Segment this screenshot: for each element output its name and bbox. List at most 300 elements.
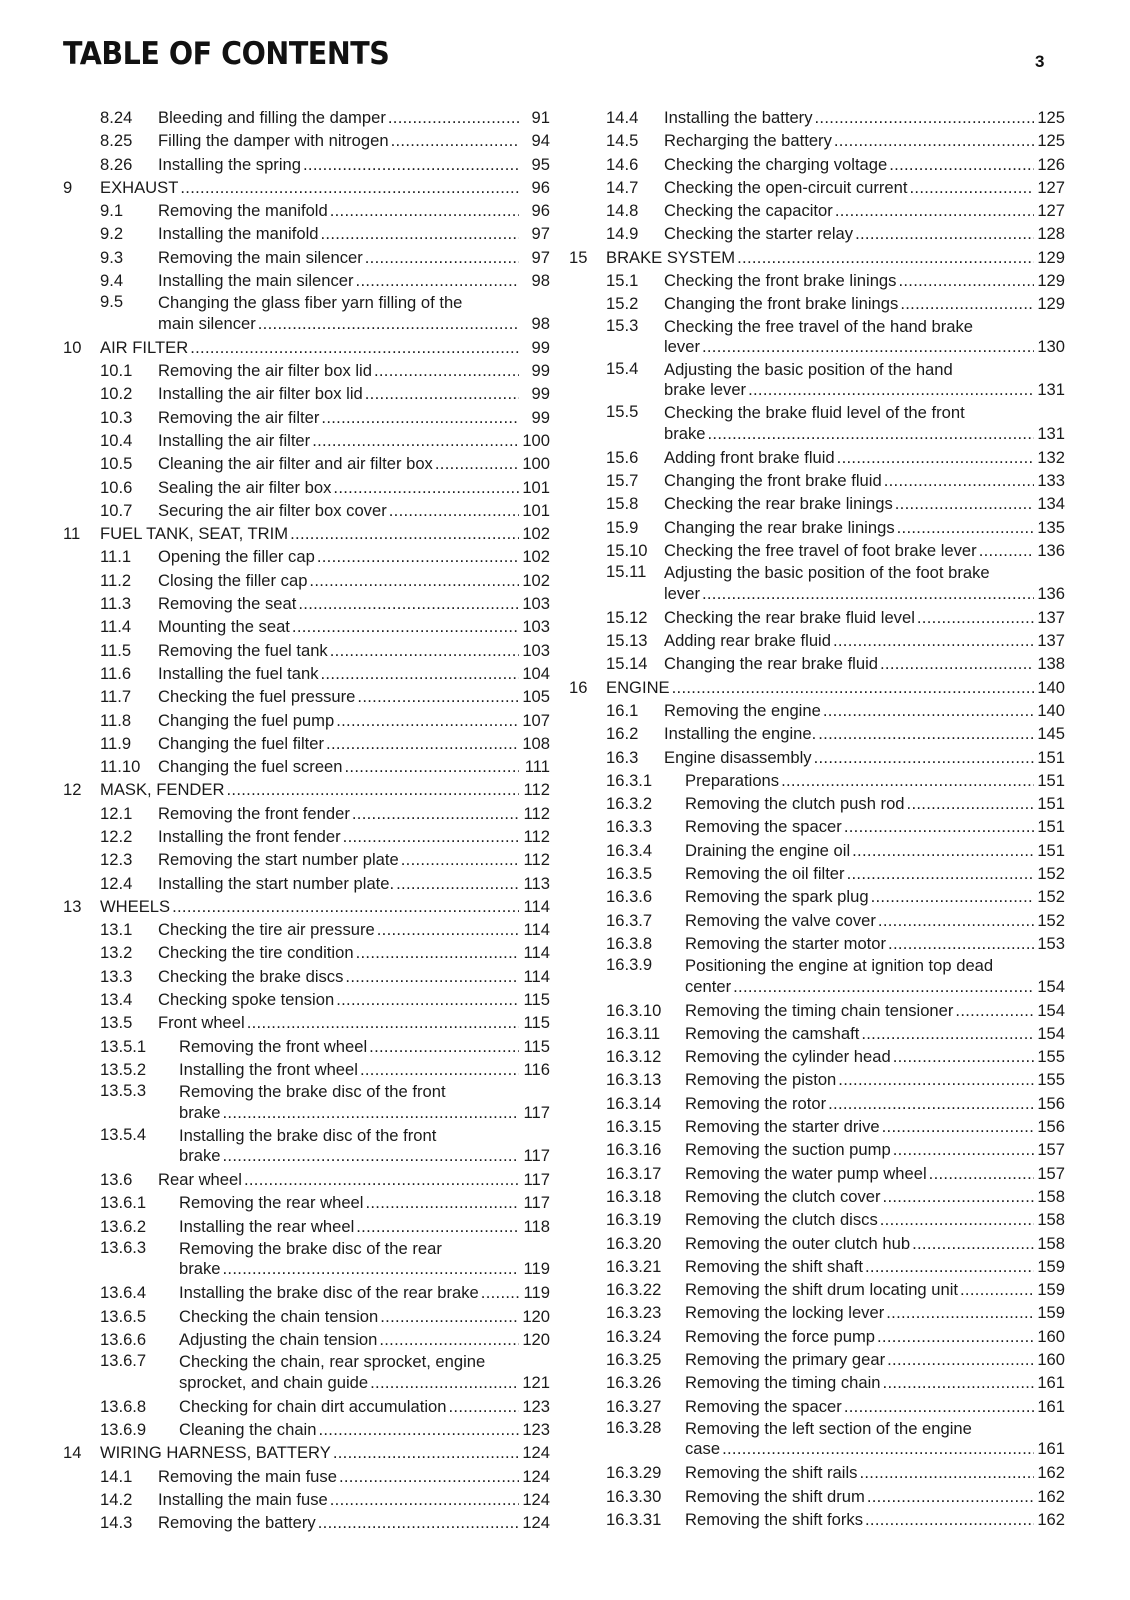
dot-leader — [907, 792, 1034, 815]
toc-entry[interactable] — [63, 452, 550, 475]
toc-entry-number: 15.14 — [606, 654, 648, 674]
toc-entry[interactable] — [569, 516, 1065, 539]
toc-entry[interactable] — [569, 106, 1065, 129]
toc-entry-title: Checking the chain tension — [179, 1306, 379, 1326]
toc-entry[interactable] — [63, 499, 550, 522]
toc-entry[interactable] — [63, 592, 550, 615]
toc-entry-page: 113 — [523, 873, 550, 893]
toc-entry-page: 155 — [1037, 1070, 1065, 1090]
toc-entry-title: brake — [179, 1146, 221, 1166]
toc-entry-page: 132 — [1037, 447, 1065, 467]
toc-entry-number: 10.2 — [100, 384, 133, 404]
toc-entry[interactable] — [569, 1371, 1065, 1394]
toc-entry[interactable] — [569, 492, 1065, 515]
toc-entry-number: 8.24 — [100, 108, 133, 127]
toc-entry-title: Checking the brake discs — [158, 966, 344, 986]
toc-entry-page: 140 — [1037, 700, 1065, 720]
toc-entry[interactable] — [569, 1278, 1065, 1301]
dot-leader — [844, 815, 1034, 838]
toc-entry[interactable] — [569, 1418, 1065, 1461]
toc-entry[interactable] — [63, 639, 550, 662]
toc-entry[interactable] — [63, 569, 550, 592]
toc-entry-title: Removing the front fender — [158, 803, 350, 823]
toc-entry[interactable] — [63, 732, 550, 755]
toc-entry-number: 10 — [63, 337, 82, 357]
toc-entry[interactable] — [569, 676, 1065, 699]
toc-entry-title: Installing the engine. — [664, 724, 817, 744]
toc-entry[interactable] — [569, 222, 1065, 245]
toc-entry[interactable] — [569, 839, 1065, 862]
toc-entry[interactable] — [569, 746, 1065, 769]
toc-entry-number: 13.3 — [100, 966, 133, 986]
toc-entry-page: 102 — [522, 570, 550, 590]
toc-entry[interactable] — [63, 1395, 550, 1418]
toc-entry-title: Recharging the battery — [664, 131, 832, 151]
toc-entry-page: 159 — [1037, 1303, 1065, 1323]
toc-entry[interactable] — [569, 1485, 1065, 1508]
toc-entry[interactable] — [63, 545, 550, 568]
dot-leader — [855, 222, 1034, 245]
toc-entry-page: 133 — [1037, 471, 1065, 491]
toc-entry[interactable] — [569, 606, 1065, 629]
toc-entry[interactable] — [63, 825, 550, 848]
toc-entry-title: Rear wheel — [158, 1170, 242, 1190]
dot-leader — [481, 1281, 519, 1304]
toc-entry[interactable] — [63, 709, 550, 732]
toc-entry-title: Removing the shift drum locating unit — [685, 1280, 959, 1300]
toc-entry-title: Removing the camshaft — [685, 1023, 860, 1043]
toc-entry[interactable] — [569, 932, 1065, 955]
toc-entry[interactable] — [569, 1325, 1065, 1348]
toc-entry-number: 13.6.4 — [100, 1283, 147, 1303]
toc-entry-title: WHEELS — [100, 896, 171, 916]
dot-leader — [352, 802, 519, 825]
toc-entry[interactable] — [63, 522, 550, 545]
dot-leader — [396, 872, 519, 895]
toc-entry-page: 153 — [1037, 933, 1065, 953]
dot-leader — [357, 685, 519, 708]
toc-entry-page: 97 — [531, 247, 550, 267]
dot-leader — [877, 1325, 1034, 1348]
toc-entry[interactable] — [63, 1011, 550, 1034]
toc-entry-number: 8.26 — [100, 154, 133, 174]
toc-entry[interactable] — [63, 246, 550, 269]
toc-entry-title: Changing the fuel screen — [158, 757, 343, 777]
toc-entry-title: Installing the rear wheel — [179, 1216, 355, 1236]
toc-entry[interactable] — [63, 1328, 550, 1351]
toc-entry-title-line: Checking the chain, rear sprocket, engine — [179, 1352, 486, 1372]
dot-leader — [258, 314, 519, 334]
toc-entry-page: 152 — [1037, 910, 1065, 930]
toc-entry-page: 140 — [1037, 677, 1065, 697]
toc-entry-title: Removing the start number plate — [158, 850, 399, 870]
toc-entry[interactable] — [63, 1058, 550, 1081]
toc-entry[interactable] — [63, 1238, 550, 1281]
toc-entry-page: 108 — [522, 733, 550, 753]
dot-leader — [333, 1441, 519, 1464]
dot-leader — [835, 199, 1034, 222]
toc-entry-title: Checking the open-circuit current — [664, 177, 908, 197]
toc-entry[interactable] — [63, 1168, 550, 1191]
toc-entry-page: 123 — [522, 1396, 550, 1416]
toc-entry-title-line: Removing the brake disc of the rear — [179, 1238, 442, 1258]
dot-leader — [883, 1185, 1034, 1208]
toc-entry-title: Removing the battery — [158, 1513, 316, 1533]
toc-entry-page: 111 — [524, 757, 550, 777]
toc-entry-page: 91 — [531, 108, 550, 127]
toc-entry[interactable] — [569, 153, 1065, 176]
toc-entry[interactable] — [569, 562, 1065, 605]
dot-leader — [844, 1395, 1034, 1418]
toc-entry-title: AIR FILTER — [100, 337, 189, 357]
toc-entry-page: 158 — [1037, 1210, 1065, 1230]
toc-entry[interactable] — [569, 269, 1065, 292]
toc-entry-number: 9.4 — [100, 271, 124, 291]
dot-leader — [379, 1328, 519, 1351]
toc-entry-page: 95 — [531, 154, 550, 174]
dot-leader — [847, 862, 1034, 885]
toc-entry-title: Removing the timing chain — [685, 1373, 881, 1393]
toc-entry[interactable] — [63, 429, 550, 452]
toc-entry[interactable] — [569, 1255, 1065, 1278]
toc-entry-page: 154 — [1037, 976, 1065, 996]
toc-entry[interactable] — [63, 1281, 550, 1304]
toc-entry[interactable] — [569, 539, 1065, 562]
toc-entry[interactable] — [569, 446, 1065, 469]
toc-entry-page: 161 — [1037, 1373, 1065, 1393]
toc-entry-number: 11.6 — [100, 663, 132, 683]
toc-entry-number: 9.2 — [100, 224, 124, 244]
toc-entry-page: 129 — [1037, 247, 1065, 267]
dot-leader — [893, 1045, 1034, 1068]
dot-leader — [401, 848, 519, 871]
toc-entry[interactable] — [569, 815, 1065, 838]
toc-entry[interactable] — [63, 382, 550, 405]
dot-leader — [929, 1162, 1034, 1185]
toc-entry-page: 145 — [1037, 724, 1065, 744]
toc-entry[interactable] — [569, 1138, 1065, 1161]
toc-entry[interactable] — [63, 1215, 550, 1238]
toc-entry[interactable] — [569, 129, 1065, 152]
toc-entry[interactable] — [63, 848, 550, 871]
toc-entry-number: 15.12 — [606, 607, 648, 627]
toc-entry[interactable] — [569, 316, 1065, 359]
toc-entry-number: 14.3 — [100, 1513, 133, 1533]
toc-entry[interactable] — [569, 1092, 1065, 1115]
toc-entry[interactable] — [63, 802, 550, 825]
toc-entry[interactable] — [63, 222, 550, 245]
toc-entry-page: 158 — [1037, 1233, 1065, 1253]
toc-entry[interactable] — [63, 1465, 550, 1488]
dot-leader — [377, 918, 519, 941]
toc-entry-number: 16.3.27 — [606, 1396, 662, 1416]
toc-entry-number: 9.5 — [100, 292, 124, 312]
toc-entry-page: 162 — [1037, 1463, 1065, 1483]
toc-entry[interactable] — [569, 1045, 1065, 1068]
toc-entry[interactable] — [63, 1418, 550, 1441]
toc-entry[interactable] — [569, 1348, 1065, 1371]
toc-entry[interactable] — [569, 1208, 1065, 1231]
toc-entry-title: Cleaning the chain — [179, 1419, 317, 1439]
toc-entry-title: Adding front brake fluid — [664, 447, 835, 467]
toc-entry-page: 102 — [522, 524, 550, 544]
toc-entry[interactable] — [569, 999, 1065, 1022]
toc-entry[interactable] — [569, 909, 1065, 932]
toc-entry-number: 14.4 — [606, 108, 639, 127]
toc-entry-number: 14.6 — [606, 154, 639, 174]
dot-leader — [336, 988, 519, 1011]
toc-entry-title: Removing the clutch cover — [685, 1186, 881, 1206]
dot-leader — [733, 977, 1034, 997]
toc-entry-number: 16.3.1 — [606, 770, 653, 790]
toc-entry-number: 16.3.29 — [606, 1463, 662, 1483]
toc-entry-number: 14.8 — [606, 201, 639, 221]
toc-entry[interactable] — [569, 722, 1065, 745]
toc-column-left — [63, 106, 550, 1534]
toc-entry-title: Adding rear brake fluid — [664, 631, 831, 651]
toc-entry-title: Installing the front fender — [158, 827, 341, 846]
toc-entry[interactable] — [63, 1125, 550, 1168]
toc-entry-number: 14 — [63, 1443, 82, 1463]
dot-leader — [330, 199, 519, 222]
toc-entry[interactable] — [63, 1441, 550, 1464]
dot-leader — [818, 722, 1034, 745]
toc-entry-title: Changing the rear brake fluid — [664, 654, 879, 674]
toc-entry-number: 10.5 — [100, 454, 133, 474]
toc-entry-page: 157 — [1037, 1163, 1065, 1183]
toc-entry[interactable] — [569, 1232, 1065, 1255]
toc-entry-title-line: Adjusting the basic position of the hand — [664, 360, 953, 380]
toc-entry-title-line: Installing the brake disc of the front — [179, 1125, 437, 1145]
toc-entry[interactable] — [63, 965, 550, 988]
toc-entry-number: 10.6 — [100, 477, 133, 497]
dot-leader — [883, 1371, 1034, 1394]
toc-entry-title: Checking the rear brake linings — [664, 494, 893, 514]
toc-entry[interactable] — [63, 988, 550, 1011]
dot-leader — [900, 292, 1034, 315]
toc-entry-title: Removing the cylinder head — [685, 1047, 891, 1067]
toc-entry-number: 16.3.17 — [606, 1163, 662, 1183]
toc-entry-number: 8.25 — [100, 131, 133, 151]
dot-leader — [880, 652, 1034, 675]
toc-entry-page: 162 — [1037, 1486, 1065, 1506]
toc-entry-title: Installing the air filter box lid — [158, 384, 363, 404]
dot-leader — [190, 336, 519, 359]
toc-entry-title: center — [685, 976, 732, 996]
toc-entry-page: 151 — [1037, 840, 1065, 860]
toc-entry[interactable] — [569, 1022, 1065, 1045]
dot-leader — [781, 769, 1034, 792]
toc-entry-page: 126 — [1037, 154, 1065, 174]
toc-entry-page: 118 — [523, 1216, 550, 1236]
toc-entry-page: 161 — [1037, 1396, 1065, 1416]
toc-entry[interactable] — [569, 1162, 1065, 1185]
toc-entry[interactable] — [63, 336, 550, 359]
dot-leader — [223, 1259, 519, 1279]
toc-entry-title: Removing the fuel tank — [158, 640, 328, 660]
dot-leader — [837, 446, 1034, 469]
toc-entry-page: 99 — [531, 361, 550, 381]
toc-entry-page: 138 — [1037, 654, 1065, 674]
toc-entry-number: 11.9 — [100, 733, 132, 753]
toc-entry[interactable] — [63, 895, 550, 918]
dot-leader — [298, 592, 519, 615]
toc-entry[interactable] — [63, 615, 550, 638]
toc-entry[interactable] — [63, 685, 550, 708]
toc-entry-title: Removing the primary gear — [685, 1350, 886, 1370]
toc-entry-number: 13.6.2 — [100, 1216, 147, 1236]
toc-entry[interactable] — [569, 1395, 1065, 1418]
toc-entry-number: 16.3 — [606, 747, 639, 767]
toc-entry-number: 16.3.6 — [606, 887, 653, 907]
dot-leader — [834, 129, 1034, 152]
toc-entry-page: 99 — [531, 384, 550, 404]
dot-leader — [365, 246, 519, 269]
dot-leader — [309, 569, 519, 592]
toc-entry[interactable] — [63, 199, 550, 222]
toc-entry[interactable] — [63, 1511, 550, 1534]
dot-leader — [887, 1348, 1034, 1371]
dot-leader — [912, 1232, 1034, 1255]
toc-entry-title: Checking the starter relay — [664, 224, 854, 244]
toc-entry[interactable] — [569, 792, 1065, 815]
toc-entry[interactable] — [569, 769, 1065, 792]
toc-entry[interactable] — [63, 918, 550, 941]
toc-entry[interactable] — [569, 629, 1065, 652]
toc-entry[interactable] — [63, 153, 550, 176]
toc-entry-page: 159 — [1037, 1256, 1065, 1276]
toc-entry-number: 16.3.14 — [606, 1093, 662, 1113]
toc-entry-number: 16.3.23 — [606, 1303, 662, 1323]
dot-leader — [702, 337, 1034, 357]
toc-entry[interactable] — [63, 292, 550, 335]
toc-entry-title: brake — [664, 423, 706, 443]
toc-entry-number: 13.6.6 — [100, 1329, 147, 1349]
toc-entry[interactable] — [63, 406, 550, 429]
toc-entry-title: Removing the rotor — [685, 1093, 827, 1113]
toc-entry-title: Removing the shift forks — [685, 1509, 863, 1529]
toc-entry[interactable] — [569, 1068, 1065, 1091]
toc-entry[interactable] — [63, 106, 550, 129]
toc-entry[interactable] — [63, 1191, 550, 1214]
toc-entry-page: 124 — [522, 1513, 550, 1533]
toc-entry[interactable] — [569, 1185, 1065, 1208]
toc-entry-title: Removing the starter drive — [685, 1117, 880, 1137]
toc-entry-page: 154 — [1037, 1000, 1065, 1020]
toc-entry-number: 15.13 — [606, 631, 648, 651]
toc-entry[interactable] — [569, 402, 1065, 445]
dot-leader — [321, 406, 519, 429]
toc-entry[interactable] — [569, 862, 1065, 885]
dot-leader — [748, 380, 1034, 400]
toc-entry[interactable] — [63, 1305, 550, 1328]
toc-entry[interactable] — [63, 778, 550, 801]
toc-entry-page: 156 — [1037, 1117, 1065, 1137]
dot-leader — [861, 1022, 1034, 1045]
toc-entry-page: 162 — [1037, 1509, 1065, 1529]
toc-entry-title: Checking spoke tension — [158, 990, 335, 1010]
toc-entry-number: 10.4 — [100, 430, 133, 450]
toc-entry[interactable] — [569, 1508, 1065, 1531]
toc-entry-page: 129 — [1037, 294, 1065, 314]
dot-leader — [910, 176, 1035, 199]
toc-entry-title: Removing the clutch push rod — [685, 794, 905, 814]
toc-entry-title: Bleeding and filling the damper — [158, 108, 386, 127]
toc-entry-title-line: Checking the brake fluid level of the front — [664, 403, 965, 423]
toc-entry[interactable] — [569, 1301, 1065, 1324]
toc-entry-page: 115 — [523, 990, 550, 1010]
toc-entry-number: 14.5 — [606, 131, 639, 151]
toc-entry-page: 136 — [1037, 583, 1065, 603]
toc-entry[interactable] — [63, 1035, 550, 1058]
toc-entry[interactable] — [63, 129, 550, 152]
dot-leader — [244, 1168, 519, 1191]
toc-entry[interactable] — [63, 359, 550, 382]
page-title: TABLE OF CONTENTS — [63, 36, 390, 72]
toc-entry-title: Removing the water pump wheel — [685, 1163, 927, 1183]
toc-entry[interactable] — [63, 176, 550, 199]
toc-entry[interactable] — [569, 652, 1065, 675]
dot-leader — [345, 755, 519, 778]
toc-entry[interactable] — [569, 246, 1065, 269]
dot-leader — [898, 269, 1034, 292]
toc-entry-page: 152 — [1037, 863, 1065, 883]
toc-entry[interactable] — [569, 199, 1065, 222]
toc-entry-page: 112 — [523, 827, 550, 846]
toc-entry[interactable] — [569, 1461, 1065, 1484]
toc-entry-number: 13.6.3 — [100, 1237, 147, 1257]
toc-entry-page: 119 — [523, 1259, 550, 1279]
toc-entry[interactable] — [569, 292, 1065, 315]
toc-entry[interactable] — [569, 176, 1065, 199]
toc-entry-title: Removing the air filter box lid — [158, 361, 372, 381]
dot-leader — [895, 492, 1034, 515]
toc-entry-page: 151 — [1037, 747, 1065, 767]
toc-entry[interactable] — [63, 662, 550, 685]
toc-entry-title: Changing the front brake linings — [664, 294, 899, 314]
toc-entry-number: 11.4 — [100, 617, 132, 637]
toc-entry-number: 15.10 — [606, 541, 648, 561]
toc-entry[interactable] — [63, 755, 550, 778]
toc-entry[interactable] — [569, 955, 1065, 998]
toc-entry-page: 94 — [531, 131, 550, 151]
toc-entry[interactable] — [569, 359, 1065, 402]
toc-entry-number: 14.9 — [606, 224, 639, 244]
toc-entry-title: Installing the brake disc of the rear brake — [179, 1283, 479, 1303]
toc-entry[interactable] — [63, 872, 550, 895]
toc-entry-page: 120 — [522, 1306, 550, 1326]
toc-entry[interactable] — [63, 1488, 550, 1511]
toc-entry-number: 13.2 — [100, 943, 133, 963]
toc-entry[interactable] — [569, 885, 1065, 908]
toc-entry-title: ENGINE — [606, 677, 670, 697]
toc-entry[interactable] — [63, 476, 550, 499]
toc-entry[interactable] — [569, 699, 1065, 722]
dot-leader — [979, 539, 1034, 562]
toc-entry-number: 9.1 — [100, 201, 124, 221]
toc-entry[interactable] — [569, 469, 1065, 492]
toc-entry[interactable] — [63, 1351, 550, 1394]
toc-entry-page: 112 — [523, 803, 550, 823]
toc-entry[interactable] — [63, 941, 550, 964]
toc-entry[interactable] — [63, 1081, 550, 1124]
toc-entry-title: Front wheel — [158, 1013, 245, 1033]
toc-entry[interactable] — [569, 1115, 1065, 1138]
toc-entry[interactable] — [63, 269, 550, 292]
toc-entry-title: Closing the filler cap — [158, 570, 308, 590]
toc-entry-page: 159 — [1037, 1280, 1065, 1300]
toc-entry-number: 16.3.18 — [606, 1186, 662, 1206]
